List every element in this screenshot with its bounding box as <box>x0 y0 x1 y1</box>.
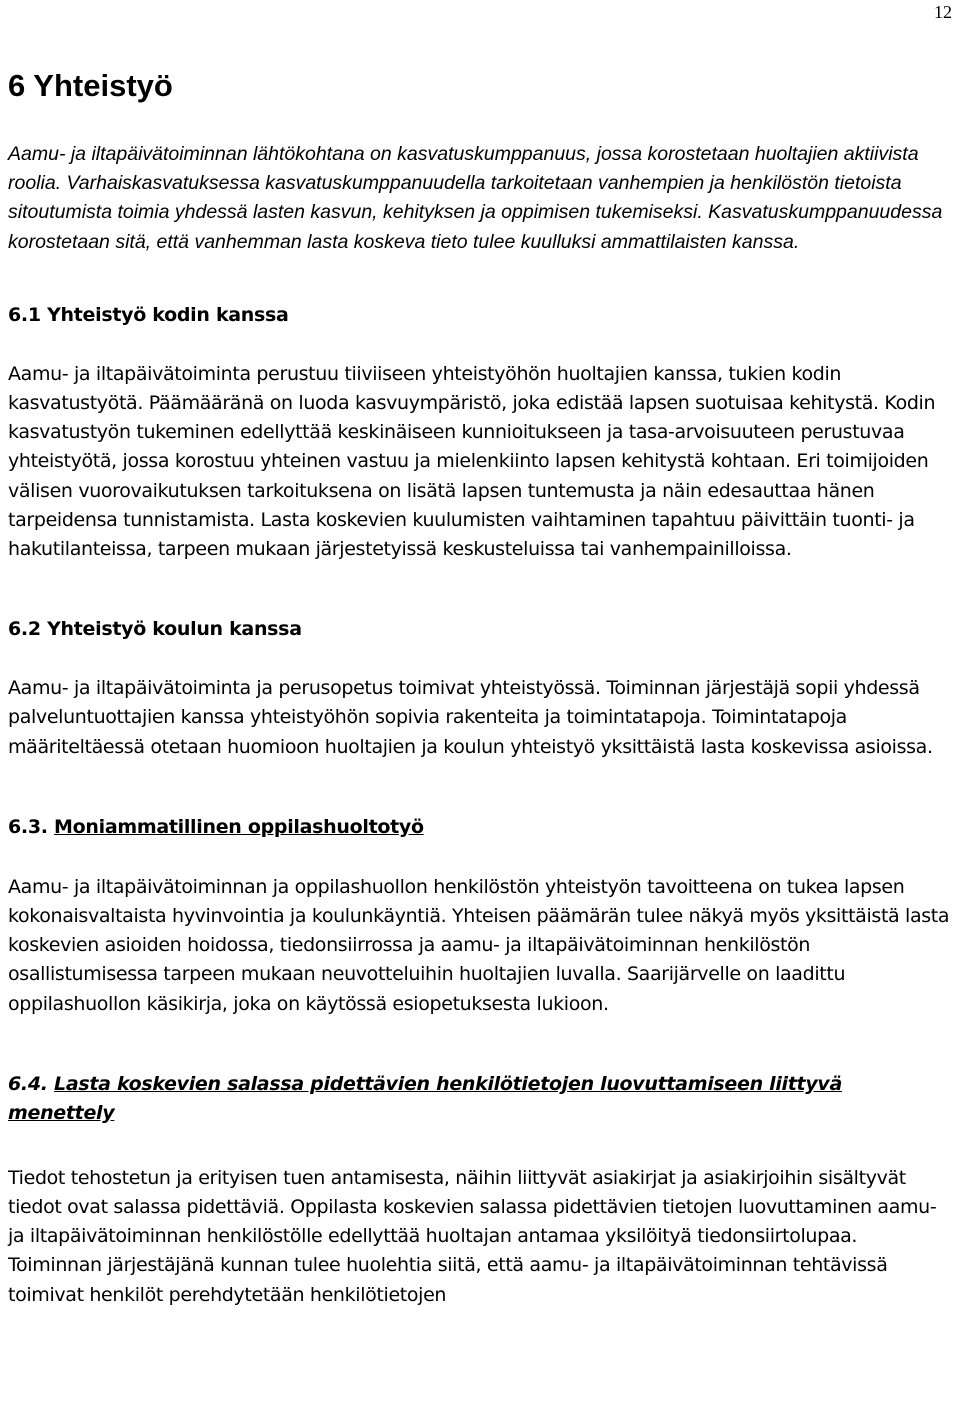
section-number: 6.3. <box>8 815 48 838</box>
document-body <box>8 66 954 1310</box>
section-heading-6-3 <box>8 813 954 842</box>
section-number: 6.1 <box>8 303 41 326</box>
section-heading-6-1 <box>8 301 954 330</box>
section-body-6-1: Aamu- ja iltapäivätoiminta perustuu tiiviiseen yhteistyöhön huoltajien kanssa, tukien kodin kasvatustyötä. Päämääränä on luoda kasvuympäristö, joka edistää lapsen suotuisaa kehitystä. Kodin kasvatustyön tukeminen edellyttää keskinäiseen kunnioitukseen ja tasa-arvoisuuteen perustuvaa yhteistyötä, jossa korostuu yhteinen vastuu ja mielenkiinto lapsen kehitystä kohtaan. Eri toimijoiden välisen vuorovaikutuksen tarkoituksena on lisätä lapsen tuntemusta ja näin edesauttaa hänen tarpeidensa tunnistamista. Lasta koskevien kuulumisten vaihtaminen tapahtuu päivittäin tuonti- ja hakutilanteissa, tarpeen mukaan järjestetyissä keskusteluissa tai vanhempainilloissa. <box>8 362 936 561</box>
chapter-title: 6 Yhteistyö <box>8 68 173 103</box>
section-title: Yhteistyö koulun kanssa <box>47 618 302 641</box>
section-title: Moniammatillinen oppilashuoltotyö <box>54 815 424 838</box>
section-body-6-2: Aamu- ja iltapäivätoiminta ja perusopetus toimivat yhteistyössä. Toiminnan järjestäjä sopii yhdessä palveluntuottajien kanssa yhteistyöhön sopivia rakenteita ja toimintatapoja. Toimintatapoja määriteltäessä otetaan huomioon huoltajien ja koulun yhteistyö yksittäistä lasta koskevissa asioissa. <box>8 677 933 758</box>
section-body-6-4: Tiedot tehostetun ja erityisen tuen antamisesta, näihin liittyvät asiakirjat ja asiakirjoihin sisältyvät tiedot ovat salassa pidettäviä. Oppilasta koskevien salassa pidettävien tietojen luovuttaminen aamu- ja iltapäivätoiminnan henkilöstölle edellyttää huoltajan antamaa yksilöityä tiedonsiirtolupaa. Toiminnan järjestäjänä kunnan tulee huolehtia siitä, että aamu- ja iltapäivätoiminnan tehtävissä toimivat henkilöt perehdytetään henkilötietojen <box>8 1166 937 1306</box>
section-body-6-3: Aamu- ja iltapäivätoiminnan ja oppilashuollon henkilöstön yhteistyön tavoitteena on tukea lapsen kokonaisvaltaista hyvinvointia ja koulunkäyntiä. Yhteisen päämärän tulee näkyä myös yksittäistä lasta koskevien asioiden hoidossa, tiedonsiirrossa ja aamu- ja iltapäivätoiminnan henkilöstön osallistumisessa tarpeen mukaan neuvotteluihin huoltajien luvalla. Saarijärvelle on laadittu oppilashuollon käsikirja, joka on käytössä esiopetuksesta lukioon. <box>8 875 950 1015</box>
section-heading-6-4 <box>8 1070 954 1128</box>
intro-paragraph: Aamu- ja iltapäivätoiminnan lähtökohtana on kasvatuskumppanuus, jossa korostetaan huoltajien aktiivista roolia. Varhaiskasvatuksessa kasvatuskumppanuudella tarkoitetaan vanhempien ja henkilöstön tietoista sitoutumista toimia yhdessä lasten kasvun, kehityksen ja oppimisen tukemiseksi. Kasvatuskumppanuudessa korostetaan sitä, että vanhemman lasta koskeva tieto tulee kuulluksi ammattilaisten kanssa. <box>8 143 943 253</box>
page-number: 12 <box>934 2 952 22</box>
section-title: Lasta koskevien salassa pidettävien henkilötietojen luovuttamiseen liittyvä menettely <box>8 1072 843 1124</box>
section-heading-6-2 <box>8 615 954 644</box>
section-number: 6.2 <box>8 618 41 641</box>
section-number: 6.4. <box>8 1072 48 1095</box>
section-title: Yhteistyö kodin kanssa <box>47 303 289 326</box>
